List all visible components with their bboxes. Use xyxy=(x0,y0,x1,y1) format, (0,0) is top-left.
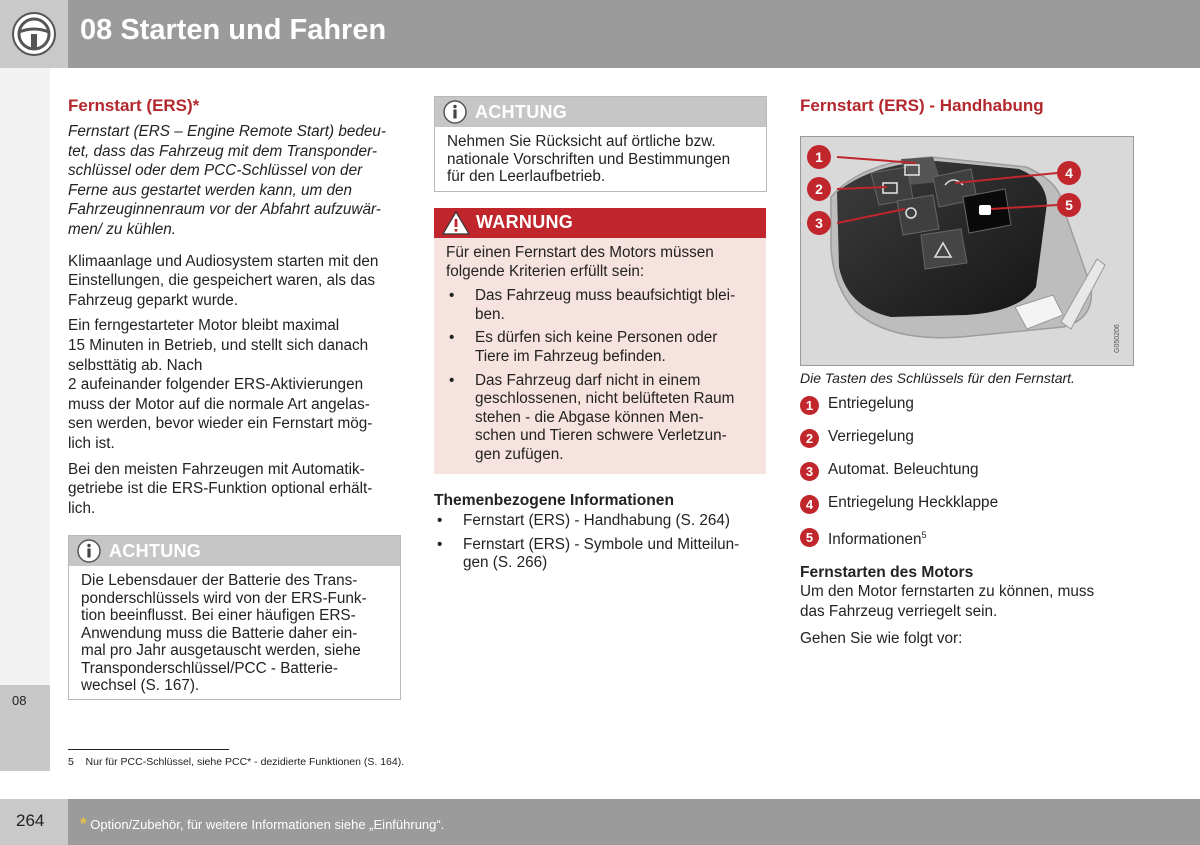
callout-5 xyxy=(1057,193,1081,217)
intro-paragraph xyxy=(68,122,403,240)
caution-box-battery xyxy=(68,535,401,700)
warning-triangle-icon xyxy=(442,211,470,235)
text-line: ponderschlüssels wird von der ERS-Funk- xyxy=(81,589,367,607)
text-line: Einstellungen, die gespeichert waren, als das xyxy=(68,272,375,290)
callout-1 xyxy=(807,145,831,169)
callout-number: 2 xyxy=(815,181,823,197)
page-header xyxy=(0,0,1200,68)
footnote-text: Nur für PCC-Schlüssel, siehe PCC* - dezidierte Funktionen (S. 164). xyxy=(85,756,405,768)
paragraph-climate xyxy=(68,252,403,311)
text-line: Um den Motor fernstarten zu können, muss xyxy=(800,583,1095,600)
paragraph-proceed: Gehen Sie wie folgt vor: xyxy=(800,630,963,648)
caution-box-idle xyxy=(434,96,767,192)
text-line: Tiere im Fahrzeug befinden. xyxy=(475,347,666,365)
callout-number: 5 xyxy=(1065,197,1073,213)
legend-number-badge: 3 xyxy=(800,462,819,481)
callout-4 xyxy=(1057,161,1081,185)
text-line: Für einen Fernstart des Motors müssen xyxy=(446,244,714,261)
figure-caption: Die Tasten des Schlüssels für den Fernstart. xyxy=(800,370,1075,386)
warning-box xyxy=(434,208,766,474)
key-figure xyxy=(800,136,1134,366)
warning-label: WARNUNG xyxy=(476,212,574,232)
chapter-side-tab xyxy=(0,685,50,771)
page-footer xyxy=(0,799,1200,845)
caution-text xyxy=(69,566,400,701)
side-strip xyxy=(0,68,50,771)
callout-2 xyxy=(807,177,831,201)
related-links-list xyxy=(434,512,766,573)
list-item xyxy=(446,287,754,324)
text-line: schen und Tieren schwere Verletzun- xyxy=(475,427,727,445)
legend-text: Automat. Beleuchtung xyxy=(828,461,979,478)
text-line: getriebe ist die ERS-Funktion optional erhält- xyxy=(68,480,373,498)
legend-item xyxy=(800,427,1140,460)
text-line: für den Leerlaufbetrieb. xyxy=(447,168,606,185)
text-line: nationale Vorschriften und Bestimmungen xyxy=(447,150,731,168)
related-heading: Themenbezogene Informationen xyxy=(434,492,674,509)
text-line: das Fahrzeug verriegelt sein. xyxy=(800,602,998,620)
text-line: Fernstart (ERS – Engine Remote Start) bedeu- xyxy=(68,123,386,140)
callout-number: 4 xyxy=(1065,165,1073,181)
related-link[interactable] xyxy=(434,536,766,573)
legend-item xyxy=(800,493,1140,526)
text-line: • Fernstart (ERS) - Symbole und Mitteilun- xyxy=(463,535,740,553)
text-line: lich. xyxy=(68,499,96,517)
info-icon xyxy=(77,539,101,563)
warning-text xyxy=(434,238,766,478)
text-line: men/ zu kühlen. xyxy=(68,220,176,238)
caution-label: ACHTUNG xyxy=(109,541,202,561)
chapter-title: 08 Starten und Fahren xyxy=(80,14,387,46)
callout-number: 3 xyxy=(815,215,823,231)
legend-text: Entriegelung xyxy=(828,395,914,412)
figure-code: G050206 xyxy=(1114,324,1121,353)
text-line: geschlossenen, nicht belüfteten Raum xyxy=(475,390,735,408)
section-heading-handling: Fernstart (ERS) - Handhabung xyxy=(800,96,1044,115)
text-line: selbsttätig ab. Nach xyxy=(68,356,203,374)
text-line: sen werden, bevor wieder ein Fernstart mög- xyxy=(68,415,373,433)
legend-number-badge: 4 xyxy=(800,495,819,514)
text-line: tet, dass das Fahrzeug mit dem Transponder- xyxy=(68,142,377,160)
list-item xyxy=(446,329,754,366)
page-number-box xyxy=(0,799,68,845)
text-line: muss der Motor auf die normale Art angelas- xyxy=(68,395,370,413)
text-line: • Das Fahrzeug darf nicht in einem xyxy=(475,371,701,389)
paragraph-locked xyxy=(800,582,1140,621)
text-line: Ferne aus gestartet werden kann, um den xyxy=(68,181,353,199)
paragraph-automatic xyxy=(68,460,403,519)
info-icon xyxy=(443,100,467,124)
text-line: ben. xyxy=(475,305,505,323)
text-line: Ein ferngestarteter Motor bleibt maximal xyxy=(68,317,340,335)
text-line: Anwendung muss die Batterie daher ein- xyxy=(81,624,358,642)
text-line: Klimaanlage und Audiosystem starten mit den xyxy=(68,252,379,270)
text-line: folgende Kriterien erfüllt sein: xyxy=(446,262,645,280)
text-line: 2 aufeinander folgender ERS-Aktivierungen xyxy=(68,376,364,394)
text-line: • Es dürfen sich keine Personen oder xyxy=(475,329,718,347)
footnote-number: 5 xyxy=(68,756,74,768)
text-line: mal pro Jahr ausgetauscht werden, siehe xyxy=(81,642,361,659)
legend-number-badge: 5 xyxy=(800,528,819,547)
section-heading-ers: Fernstart (ERS)* xyxy=(68,96,200,115)
legend-text: Informationen xyxy=(828,531,922,549)
footer-note-text: Option/Zubehör, für weitere Informationen siehe „Einführung“. xyxy=(90,817,445,832)
column-3 xyxy=(800,96,1140,122)
text-line: • Fernstart (ERS) - Handhabung (S. 264) xyxy=(463,512,730,529)
warning-criteria-list xyxy=(446,287,754,464)
footnote xyxy=(68,756,404,768)
related-link[interactable] xyxy=(434,512,766,531)
caution-header xyxy=(435,97,766,127)
page-number: 264 xyxy=(16,811,45,830)
related-info xyxy=(434,492,766,578)
text-line: wechsel (S. 167). xyxy=(81,677,200,694)
steering-wheel-icon xyxy=(10,10,58,58)
key-fob-illustration xyxy=(801,137,1133,365)
text-line: Fahrzeug geparkt wurde. xyxy=(68,291,239,309)
footnote-marker[interactable]: 5 xyxy=(921,530,927,540)
text-line: Nehmen Sie Rücksicht auf örtliche bzw. xyxy=(447,133,716,150)
text-line: Transponderschlüssel/PCC - Batterie- xyxy=(81,659,339,677)
legend-item xyxy=(800,526,1140,559)
remote-start-section xyxy=(800,564,1140,649)
legend-text: Verriegelung xyxy=(828,428,914,445)
legend-number-badge: 2 xyxy=(800,429,819,448)
text-line: tion beeinflusst. Bei einer häufigen ERS- xyxy=(81,607,356,624)
warning-header xyxy=(434,208,766,238)
caution-header xyxy=(69,536,400,566)
column-1 xyxy=(68,96,403,518)
footnote-divider xyxy=(68,749,229,750)
subheading-remote-start: Fernstarten des Motors xyxy=(800,564,974,581)
text-line: Bei den meisten Fahrzeugen mit Automatik- xyxy=(68,460,365,478)
legend-number-badge: 1 xyxy=(800,396,819,415)
text-line: gen (S. 266) xyxy=(463,554,548,572)
text-line: lich ist. xyxy=(68,434,115,452)
callout-number: 1 xyxy=(815,149,823,165)
text-line: schlüssel oder dem PCC-Schlüssel von der xyxy=(68,162,363,180)
text-line: • Das Fahrzeug muss beaufsichtigt blei- xyxy=(475,287,736,305)
text-line: 15 Minuten in Betrieb, und stellt sich danach xyxy=(68,336,369,354)
text-line: Fahrzeuginnenraum vor der Abfahrt aufzuwär- xyxy=(68,201,381,219)
text-line: gen zufügen. xyxy=(475,445,564,463)
legend-item xyxy=(800,460,1140,493)
chapter-icon-box xyxy=(0,0,68,68)
text-line: Die Lebensdauer der Batterie des Trans- xyxy=(81,572,358,589)
paragraph-duration xyxy=(68,316,403,453)
list-item xyxy=(446,372,754,465)
legend-item xyxy=(800,394,1140,427)
key-legend-list xyxy=(800,394,1140,559)
text-line: stehen - die Abgase können Men- xyxy=(475,408,704,426)
footer-note xyxy=(80,814,444,834)
caution-label: ACHTUNG xyxy=(475,102,568,122)
chapter-side-tab-label: 08 xyxy=(12,693,27,708)
caution-text xyxy=(435,127,766,192)
option-star: * xyxy=(80,814,87,833)
legend-text: Entriegelung Heckklappe xyxy=(828,494,999,511)
callout-3 xyxy=(807,211,831,235)
